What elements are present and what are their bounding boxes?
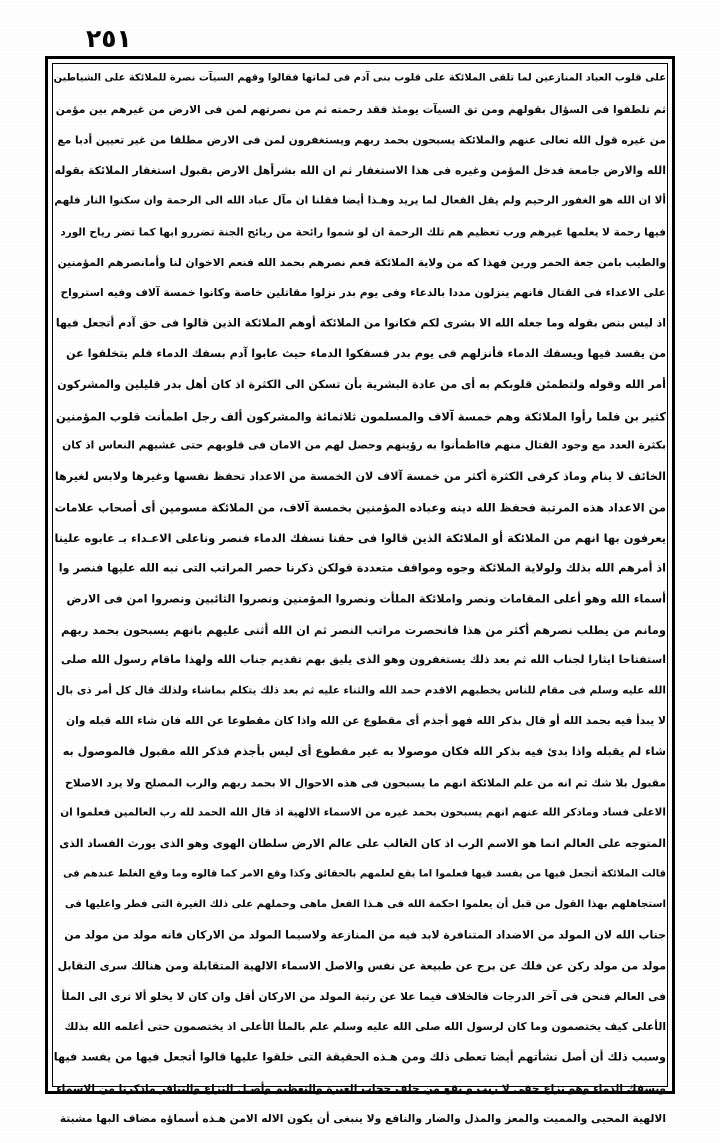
text-line: اذ ليس بنص بقوله وما جعله الله الا بشرى لكم فكانوا من الملائكة أوهم الملائكة الذين قالوا فى حق آدم أتجعل فيها bbox=[55, 316, 666, 330]
text-line: قالت الملائكة أتجعل فيها من يفسد فيها فعلموا اما يقع لعلمهم بالحقائق وكذا وقع الامر كما قالوه وما وقع الغلط عندهم فى bbox=[63, 868, 666, 880]
text-line: من الاعداد هذه المرتبة فحفظ الله دينه وعباده المؤمنين بخمسة آلاف، من الملائكة مسومين أى أصحاب علامات bbox=[54, 500, 666, 515]
text-line: الله والارض جامعة فدخل المؤمن وغيره فى هذا الاستغفار ثم ان الله بشرأهل الارض بقبول استغفار الملائكة بقوله bbox=[54, 163, 666, 177]
text-line: مولد من مولد ركن عن فلك عن برج عن طبيعة عن نفس والاصل الاسماء الالهية المتقابلة ومن هنالك سرى التقابل bbox=[57, 959, 666, 973]
text-line: لا يبدأ فيه بحمد الله أو قال بذكر الله فهو أجذم أى مقطوع عن الله واذا كان مقطوعا عن الله فان شاء الله قبله وان bbox=[65, 714, 666, 728]
text-line: الاعلى فساد وماذكر الله عنهم انهم يسبحون بحمد غيره من الاسماء الالهية اذ قال الله الحمد لله رب العالمين فعلموا ان bbox=[60, 806, 666, 819]
text-frame-border bbox=[45, 56, 675, 1126]
text-line: ألا ان الله هو الغفور الرحيم ولم يقل الفعال لما يريد وهـذا أيضا فقلنا ان مآل عباد الله الى الرحمة وان سكنوا النار فلهم bbox=[54, 195, 666, 208]
text-line: استفتاحا ايثارا لجناب الله ثم بعد ذلك يستغفرون وهو الذى يليق بهم تقديم جناب الله ولهذا ماقام رسول الله صلى bbox=[60, 653, 666, 667]
text-line: استجاهلهم بهذا القول من قبل أن يعلموا احكمة الله فى هـذا الفعل ماهى وحملهم على ذلك الغيرة التى فطر واعليها فى bbox=[64, 899, 666, 911]
text-line: بكثرة العدد مع وجود القتال منهم فااطمأنوا به رؤينهم وحصل لهم من الامان فى قلوبهم حتى غشيهم النعاس اذ كان bbox=[62, 438, 666, 452]
text-line: جناب الله لان المولد من الاضداد المتنافرة لابد فيه من المنازعة ولاسيما المولد من الاركان فانه مولد من مولد من bbox=[64, 928, 666, 942]
text-line: على الاعداء فى القتال فانهم ينزلون مددا بالدعاء وفى يوم بدر نزلوا مقاتلين خاصة وكانوا خمسة آلاف وفيه استرواح bbox=[60, 286, 666, 300]
text-line: من غيره قول الله تعالى عنهم والملائكة يسبحون بحمد ربهم ويستغفرون لمن فى الارض مطلقا من غير تعيين أدبا مع bbox=[57, 133, 666, 147]
text-line: شاء لم يقبله واذا بدئ فيه بذكر الله فكان موصولا به غير مقطوع أى ليس بأجذم فذكر الله مقبول فالموصول به bbox=[62, 745, 666, 759]
text-line: كثير بن فلما رأوا الملائكة وهم خمسة آلاف والمسلمون ثلاثمائة والمشركون ألف رجل اطمأنت قلوب المؤمنين bbox=[56, 408, 666, 423]
text-line: الخائف لا ينام وماذ كرفى الكثرة أكثر من خمسة آلاف لان الخمسة من الاعداد تحفظ نفسها وغيرها ولابس لغيرها bbox=[54, 469, 666, 483]
text-line: اذ أمرهم الله بذلك ولولاية الملائكة وجوه ومواقف متعددة قولكن ذكرنا حصر المراتب التى نبه الله عليها فنصر وا bbox=[58, 561, 666, 575]
text-line: ويسفك الدماء وهو نزاع خفى لا ريب و يقع من خلف حجاب الغيرة والتعظيم وأصـل النزاع والتنافر ماذكرنا من الاسماء bbox=[56, 1081, 666, 1095]
text-line: مقبول بلا شك ثم انه من علم الملائكة انهم ما يسبحون فى هذه الاحوال الا بحمد ربهم والرب المصلح ولا يرد الاصلاح bbox=[65, 776, 666, 790]
text-line: أسماء الله وهو أعلى المقامات ونصر واملائكة الملأت ونصروا المؤمنين ونصروا الثائبين ونصروا امن فى الارض bbox=[66, 592, 666, 606]
page-number: ٢٥١ bbox=[86, 24, 132, 53]
text-line: يعرفون بها انهم من الملائكة أو الملائكة الذين قالوا فى حقنا نسفك الدماء فنصر وناعلى الاعـداء بـ عابوه علينا bbox=[54, 530, 666, 545]
text-line: ثم تلطفوا فى السؤال بقولهم ومن تق السيآت يومئذ فقد رحمته ثم من نصرتهم لمن فى الارض من غيرهم بين مؤمن bbox=[55, 102, 666, 116]
text-line: المتوجه على العالم انما هو الاسم الرب اذ كان الغالب على عالم الارض سلطان الهوى وهو الذى يورث الفساد الذى bbox=[59, 836, 666, 850]
text-line: وسبب ذلك أن أصل نشأتهم أيضا تعطى ذلك ومن هـذه الحقيقة التى خلقوا عليها قالوا أتجعل فيها من يفسد فيها bbox=[53, 1050, 666, 1064]
body-text-block bbox=[53, 64, 666, 1126]
text-line: الالهية المحيى والمميت والمعز والمذل والضار والنافع ولا ينبغى أن يكون الاله الامن هـذه أسماؤه مضاف البها مشبتة bbox=[59, 1112, 666, 1126]
text-line: الله عليه وسلم فى مقام للناس يخطبهم الاقدم حمد الله والثناء عليه ثم بعد ذلك يتكلم بماشاء ولذلك قال كل أمر ذى بال bbox=[56, 684, 666, 697]
text-line: ومانم من يطلب نصرهم أكثر من هذا فانحصرت مراتب النصر ثم ان الله أثنى عليهم بانهم يسبحون بحمد ربهم bbox=[60, 622, 666, 637]
text-line: على قلوب العباد المنازعين لما تلقى الملائكة على قلوب بنى آدم فى لماتها فقالوا وقهم السيآت نصرة للملائكة على الشياطين bbox=[53, 72, 666, 84]
text-line: والطيب بامن جعة الحمر ورين فهذا كه من ولاية الملائكة فعم نصرهم بحمد الله فنعم الاخوان لنا وأمانصرهم المؤمنين bbox=[57, 255, 666, 269]
text-line: فى العالم فنحن فى آخر الدرجات فالخلاف فيما علا عن رتبة المولد من الاركان أقل وان كان لا يخلو ألا ترى الى الملأ bbox=[61, 989, 666, 1003]
text-line: فيها رحمة لا يعلمها غيرهم ورب تعظيم هم تلك الرحمة ان لو شموا رائحة من ريائح الجنة تضررو ابها كما تضر رياح الورد bbox=[60, 226, 666, 239]
text-line: أمر الله وقوله ولتطمئن قلوبكم به أى من عادة البشرية بأن تسكن الى الكثرة اذ كان أهل بدر قليلين والمشركون bbox=[57, 377, 666, 391]
text-line: من يفسد فيها ويسفك الدماء فأنزلهم فى يوم بدر فسفكوا الدماء حيث عابوا آدم بسفك الدماء فلم يتخلفوا عن bbox=[66, 347, 666, 361]
text-line: الأعلى كيف يختصمون وما كان لرسول الله صلى الله عليه وسلم علم بالملأ الأعلى اذ يختصمون حتى أعلمه الله بذلك bbox=[64, 1020, 666, 1034]
